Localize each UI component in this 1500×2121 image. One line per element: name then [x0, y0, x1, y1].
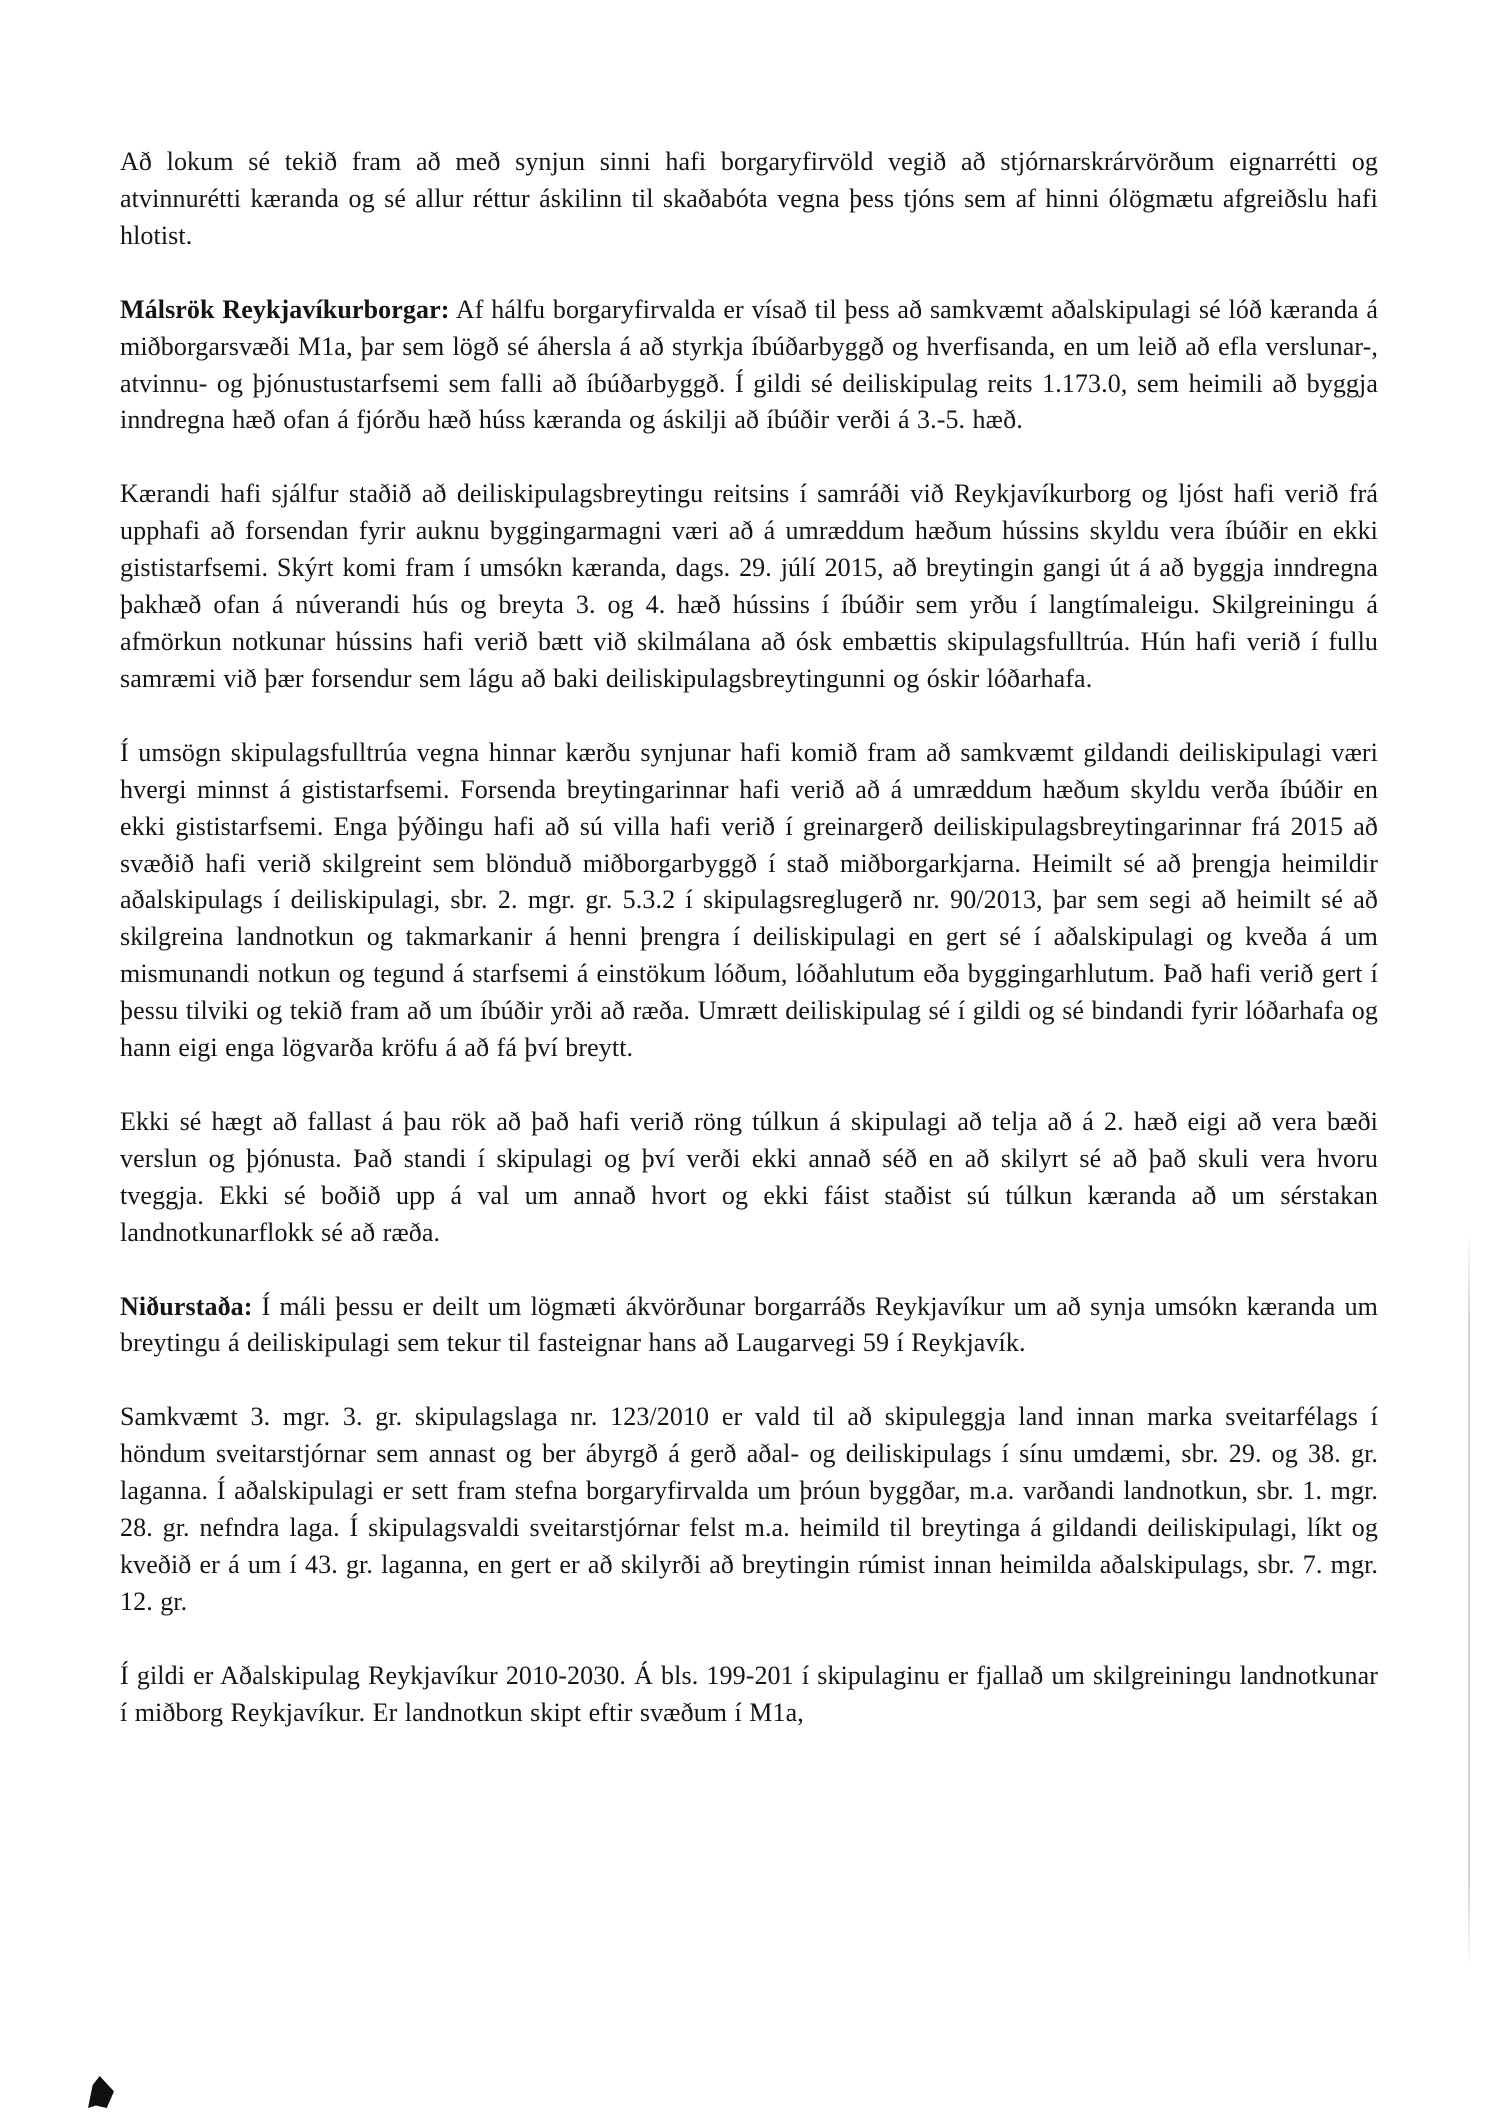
paragraph-text: Að lokum sé tekið fram að með synjun sinni hafi borgaryfirvöld vegið að stjórnarskrárvörðum eignarrétti og atvinnurétti kæranda og sé allur réttur áskilinn til skaðabóta vegna þess tjóns sem af hinni ólögmætu afgreiðslu hafi hlotist. — [120, 147, 1378, 250]
scan-artifact-edge-line — [1468, 1230, 1470, 1970]
scan-artifact-ink-mark — [88, 2076, 114, 2108]
paragraph-text: Af hálfu borgaryfirvalda er vísað til þess að samkvæmt aðalskipulagi sé lóð kæranda á miðborgarsvæði M1a, þar sem lögð sé áhersla á að styrkja íbúðarbyggð og hverfisanda, en um leið að efla verslunar-, atvinnu- og þjónustustarfsemi sem falli að íbúðarbyggð. Í gildi sé deiliskipulag reits 1.173.0, sem heimili að byggja inndregna hæð ofan á fjórðu hæð húss kæranda og áskilji að íbúðir verði á 3.-5. hæð. — [120, 294, 1379, 435]
paragraph-adalskipulag-reykjavikur — [120, 1658, 1378, 1732]
paragraph-text: Í umsögn skipulagsfulltrúa vegna hinnar kærðu synjunar hafi komið fram að samkvæmt gildandi deiliskipulagi væri hvergi minnst á gististarfsemi. Forsenda breytingarinnar hafi verið að á umræddum hæðum skyldu verða íbúðir en ekki gististarfsemi. Enga þýðingu hafi að sú villa hafi verið í greinargerð deiliskipulagsbreytingarinnar frá 2015 að svæðið hafi verið skilgreint sem blönduð miðborgarbyggð í stað miðborgarkjarna. Heimilt sé að þrengja heimildir aðalskipulags í deiliskipulagi, sbr. 2. mgr. gr. 5.3.2 í skipulagsreglugerð nr. 90/2013, þar sem segi að heimilt sé að skilgreina landnotkun og takmarkanir á henni þrengra í deiliskipulagi en gert sé í aðalskipulagi og kveða á um mismunandi notkun og tegund á starfsemi á einstökum lóðum, lóðahlutum eða byggingarhlutum. Það hafi verið gert í þessu tilviki og tekið fram að um íbúðir yrði að ræða. Umrætt deiliskipulag sé í gildi og sé bindandi fyrir lóðarhafa og hann eigi enga lögvarða kröfu á að fá því breytt. — [120, 737, 1378, 1063]
paragraph-text: Í gildi er Aðalskipulag Reykjavíkur 2010-2030. Á bls. 199-201 í skipulaginu er fjallað um skilgreiningu landnotkunar í miðborg Reykjavíkur. Er landnotkun skipt eftir svæðum í M1a, — [120, 1660, 1378, 1727]
paragraph-lead-bold: Málsrök Reykjavíkurborgar: — [120, 294, 450, 324]
paragraph-text: Kærandi hafi sjálfur staðið að deiliskipulagsbreytingu reitsins í samráði við Reykjavíkurborg og ljóst hafi verið frá upphafi að forsendan fyrir auknu byggingarmagni væri að á umræddum hæðum hússins skyldu vera íbúðir en ekki gististarfsemi. Skýrt komi fram í umsókn kæranda, dags. 29. júlí 2015, að breytingin gangi út á að byggja inndregna þakhæð ofan á núverandi hús og breyta 3. og 4. hæð hússins í íbúðir sem yrðu í langtímaleigu. Skilgreiningu á afmörkun notkunar hússins hafi verið bætt við skilmálana að ósk embættis skipulagsfulltrúa. Hún hafi verið í fullu samræmi við þær forsendur sem lágu að baki deiliskipulagsbreytingunni og óskir lóðarhafa. — [120, 479, 1378, 693]
paragraph-nidurstada — [120, 1289, 1378, 1363]
paragraph-text: Samkvæmt 3. mgr. 3. gr. skipulagslaga nr. 123/2010 er vald til að skipuleggja land innan marka sveitarfélags í höndum sveitarstjórnar sem annast og ber ábyrgð á gerð aðal- og deiliskipulags í sínu umdæmi, sbr. 29. og 38. gr. laganna. Í aðalskipulagi er sett fram stefna borgaryfirvalda um þróun byggðar, m.a. varðandi landnotkun, sbr. 1. mgr. 28. gr. nefndra laga. Í skipulagsvaldi sveitarstjórnar felst m.a. heimild til breytinga á gildandi deiliskipulagi, líkt og kveðið er á um í 43. gr. laganna, en gert er að skilyrði að breytingin rúmist innan heimilda aðalskipulags, sbr. 7. mgr. 12. gr. — [120, 1402, 1378, 1616]
paragraph-text: Ekki sé hægt að fallast á þau rök að það hafi verið röng túlkun á skipulagi að telja að á 2. hæð eigi að vera bæði verslun og þjónusta. Það standi í skipulagi og því verði ekki annað séð en að skilyrt sé að það skuli vera hvoru tveggja. Ekki sé boðið upp á val um annað hvort og ekki fáist staðist sú túlkun kæranda að um sérstakan landnotkunarflokk sé að ræða. — [120, 1106, 1378, 1247]
paragraph-text: Í máli þessu er deilt um lögmæti ákvörðunar borgarráðs Reykjavíkur um að synja umsókn kæranda um breytingu á deiliskipulagi sem tekur til fasteignar hans að Laugarvegi 59 í Reykjavík. — [120, 1291, 1378, 1358]
paragraph-lead-bold: Niðurstaða: — [120, 1291, 253, 1321]
paragraph-skipulagslog — [120, 1399, 1378, 1620]
paragraph-tulkun-a-skipulagi — [120, 1104, 1378, 1252]
paragraph-kaerandi-deiliskipulagsbreyting — [120, 476, 1378, 697]
paragraph-umsogn-skipulagsfulltrua — [120, 735, 1378, 1067]
paragraph-malsrok-reykjavikurborgar — [120, 292, 1378, 440]
paragraph-closing-argument — [120, 144, 1378, 255]
